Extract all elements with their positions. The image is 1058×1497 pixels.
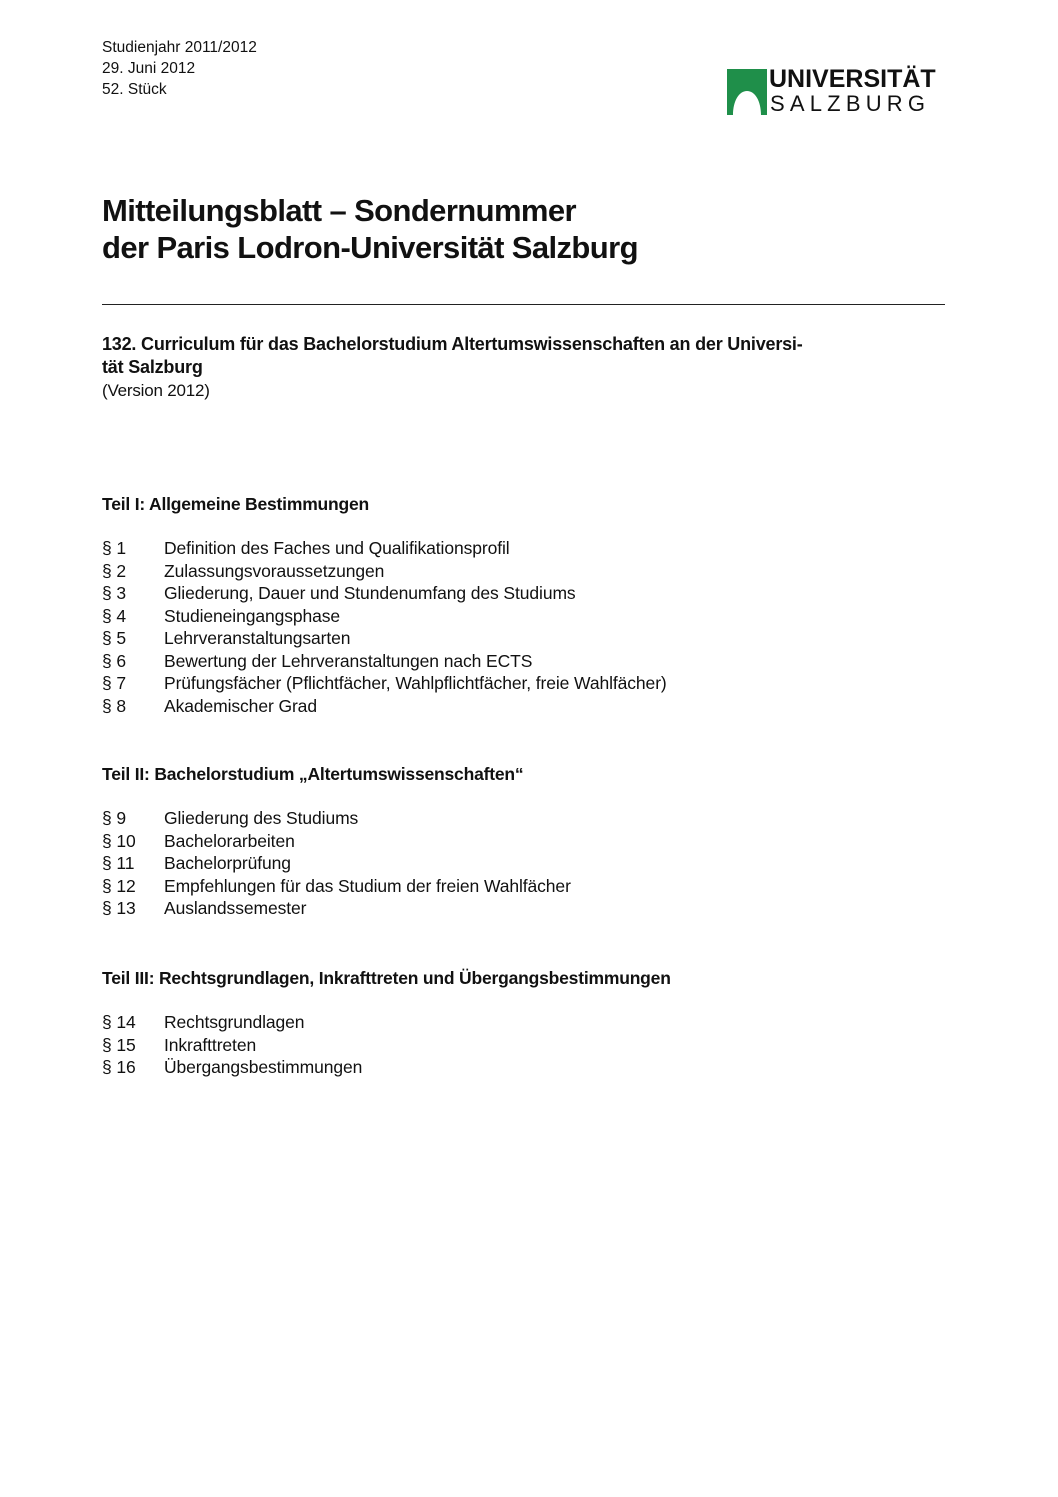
document-heading-line-1: 132. Curriculum für das Bachelorstudium Altertumswissenschaften an der Universi- (102, 334, 803, 354)
toc-item (102, 605, 667, 628)
paragraph-label: Bachelorarbeiten (164, 830, 295, 851)
paragraph-label: Übergangsbestimmungen (164, 1057, 363, 1077)
section-teil-3 (102, 967, 671, 1079)
paragraph-label: Lehrveranstaltungsarten (164, 628, 351, 648)
paragraph-label: Bewertung der Lehrveranstaltungen nach ECTS (164, 650, 533, 671)
paragraph-number: § 6 (102, 650, 127, 671)
paragraph-label: Studieneingangsphase (164, 605, 341, 626)
section-teil-1 (102, 493, 667, 717)
toc-item (102, 1034, 671, 1057)
toc-item (102, 537, 667, 560)
toc-item (102, 875, 571, 898)
paragraph-label: Definition des Faches und Qualifikationsprofil (164, 538, 510, 558)
section-title: Teil I: Allgemeine Bestimmungen (102, 494, 370, 514)
toc-item (102, 672, 667, 695)
logo-text-universitaet: UNIVERSITÄT (769, 65, 936, 93)
academic-year: Studienjahr 2011/2012 (102, 39, 257, 56)
page-title (102, 192, 638, 266)
toc-item (102, 582, 667, 605)
toc-item (102, 1056, 671, 1079)
logo-arch-icon (727, 69, 767, 115)
toc-item (102, 807, 571, 830)
section-teil-2 (102, 763, 571, 920)
paragraph-number: § 15 (102, 1034, 136, 1055)
divider (102, 304, 945, 305)
paragraph-number: § 12 (102, 875, 136, 896)
paragraph-number: § 11 (102, 853, 135, 873)
document-heading (102, 333, 962, 402)
paragraph-number: § 2 (102, 560, 127, 581)
paragraph-label: Zulassungsvoraussetzungen (164, 560, 385, 581)
paragraph-number: § 8 (102, 695, 127, 716)
toc-item (102, 650, 667, 673)
section-title: Teil II: Bachelorstudium „Altertumswissenschaften“ (102, 764, 524, 784)
section-title: Teil III: Rechtsgrundlagen, Inkrafttreten und Übergangsbestimmungen (102, 968, 671, 988)
toc-item (102, 695, 667, 718)
paragraph-number: § 4 (102, 605, 127, 626)
paragraph-label: Auslandssemester (164, 898, 307, 918)
issue-date: 29. Juni 2012 (102, 60, 196, 77)
page-title-line-2: der Paris Lodron-Universität Salzburg (102, 230, 638, 265)
paragraph-number: § 5 (102, 628, 127, 648)
paragraph-number: § 14 (102, 1012, 136, 1032)
paragraph-label: Inkrafttreten (164, 1034, 257, 1055)
paragraph-number: § 13 (102, 898, 136, 918)
paragraph-label: Akademischer Grad (164, 695, 317, 716)
toc-item (102, 852, 571, 875)
toc-item (102, 897, 571, 920)
issue-number: 52. Stück (102, 81, 167, 98)
toc-item (102, 830, 571, 853)
paragraph-label: Bachelorprüfung (164, 853, 291, 873)
document-heading-line-2: tät Salzburg (102, 357, 203, 377)
paragraph-label: Prüfungsfächer (Pflichtfächer, Wahlpflichtfächer, freie Wahlfächer) (164, 673, 667, 693)
paragraph-number: § 1 (102, 538, 127, 558)
document-version: (Version 2012) (102, 381, 210, 400)
paragraph-number: § 7 (102, 673, 127, 693)
logo-text-salzburg: SALZBURG (770, 91, 931, 116)
paragraph-label: Empfehlungen für das Studium der freien Wahlfächer (164, 875, 571, 896)
toc-item (102, 560, 667, 583)
paragraph-number: § 3 (102, 583, 127, 603)
page-title-line-1: Mitteilungsblatt – Sondernummer (102, 193, 576, 228)
paragraph-number: § 9 (102, 808, 127, 828)
university-logo (727, 65, 937, 117)
paragraph-label: Gliederung des Studiums (164, 808, 359, 828)
paragraph-number: § 16 (102, 1057, 136, 1077)
paragraph-label: Gliederung, Dauer und Stundenumfang des Studiums (164, 583, 576, 603)
paragraph-number: § 10 (102, 830, 136, 851)
paragraph-label: Rechtsgrundlagen (164, 1012, 305, 1032)
toc-item (102, 1011, 671, 1034)
toc-item (102, 627, 667, 650)
issue-meta (102, 37, 257, 100)
